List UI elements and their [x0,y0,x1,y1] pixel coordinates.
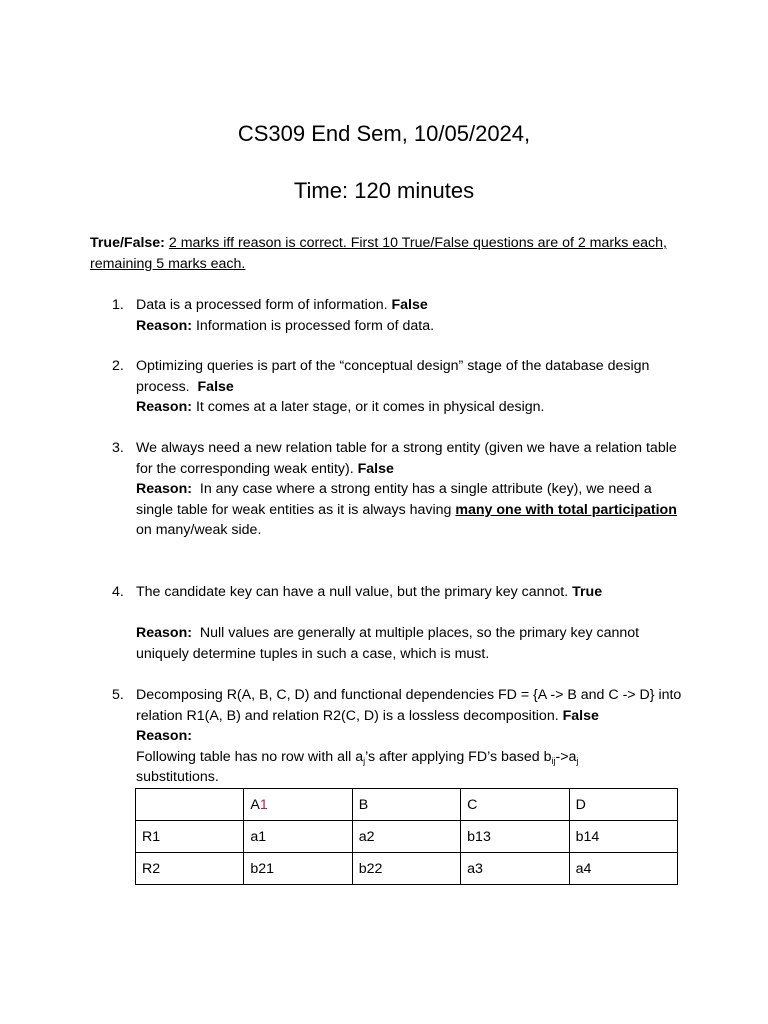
reason-text: ->a [555,748,577,765]
question-number: 1. [112,297,124,313]
question-statement [136,685,682,726]
table-row [136,853,678,885]
table-cell: a4 [569,853,677,885]
question-number: 5. [112,687,124,703]
table-cell: R2 [136,853,244,885]
answer: True [572,584,603,600]
answer: False [357,460,394,477]
reason-text: ’s after applying FD’s based b [365,748,552,765]
reason-text-end: on many/weak side. [136,522,262,539]
table-cell: R1 [136,821,244,853]
instructions-label: True/False: [90,235,165,251]
reason [136,747,682,788]
instructions-text: 2 marks iff reason is correct. First 10 True/False questions are of 2 marks each, remaining 5 marks each. [90,235,667,272]
reason-text: Information is processed form of data. [195,317,435,334]
table-cell: C [461,789,569,821]
reason-text: Following table has no row with all a [136,748,364,765]
subscript: ij [551,755,556,766]
reason-text-end: substitutions. [136,769,219,786]
statement-text: The candidate key can have a null value, but the primary key cannot. [136,584,569,600]
answer: False [562,707,599,724]
question-number: 3. [112,440,124,456]
table-header-row [136,789,678,821]
table-cell: b14 [569,821,677,853]
exam-time: Time: 120 minutes [293,178,475,203]
question-statement [136,582,682,603]
reason-label: Reason: [136,481,192,498]
statement-text: We always need a new relation table for a strong entity (given we have a relation table for the corresponding weak entity). [136,440,677,477]
subscript: j [576,755,579,766]
reason [136,316,682,337]
reason-emphasis: many one with total participation [455,501,677,518]
decomposition-table [135,788,678,885]
reason-label-line [136,726,682,747]
column-label: A [250,796,260,813]
question-statement [136,438,682,479]
answer: False [197,378,234,395]
exam-title: CS309 End Sem, 10/05/2024, [237,121,531,146]
table-cell [244,789,352,821]
subscript: j [363,755,366,766]
statement-text: Decomposing R(A, B, C, D) and functional dependencies FD = {A -> B and C -> D} into relation R1(A, B) and relation R2(C, D) is a lossless decomposition. [136,687,682,724]
reason-text: In any case where a strong entity has a single attribute (key), we need a single table for weak entities as it is always having [136,481,652,518]
table-cell: a1 [244,821,352,853]
question-statement [136,356,682,397]
table-cell: b22 [352,853,460,885]
statement-text: Data is a processed form of information. [136,297,388,313]
reason-label: Reason: [136,728,192,745]
instructions [90,233,680,274]
reason [136,623,682,664]
table-cell: b21 [244,853,352,885]
table-cell [136,789,244,821]
reason-label: Reason: [136,625,192,642]
table-cell: D [569,789,677,821]
table-cell: b13 [461,821,569,853]
reason [136,479,682,541]
reason-label: Reason: [136,399,192,416]
question-number: 4. [112,584,124,600]
table-cell: B [352,789,460,821]
reason-text: Null values are generally at multiple places, so the primary key cannot uniquely determine tuples in such a case, which is must. [136,625,640,662]
reason [136,397,682,418]
table-cell: a2 [352,821,460,853]
question-statement [136,295,682,316]
reason-label: Reason: [136,317,192,334]
table-cell: a3 [461,853,569,885]
statement-text: Optimizing queries is part of the “conceptual design” stage of the database design process. [136,358,650,395]
question-number: 2. [112,358,124,374]
table-row [136,821,678,853]
column-label-accent: 1 [259,796,268,813]
reason-text: It comes at a later stage, or it comes in physical design. [195,399,545,416]
answer: False [391,297,428,313]
